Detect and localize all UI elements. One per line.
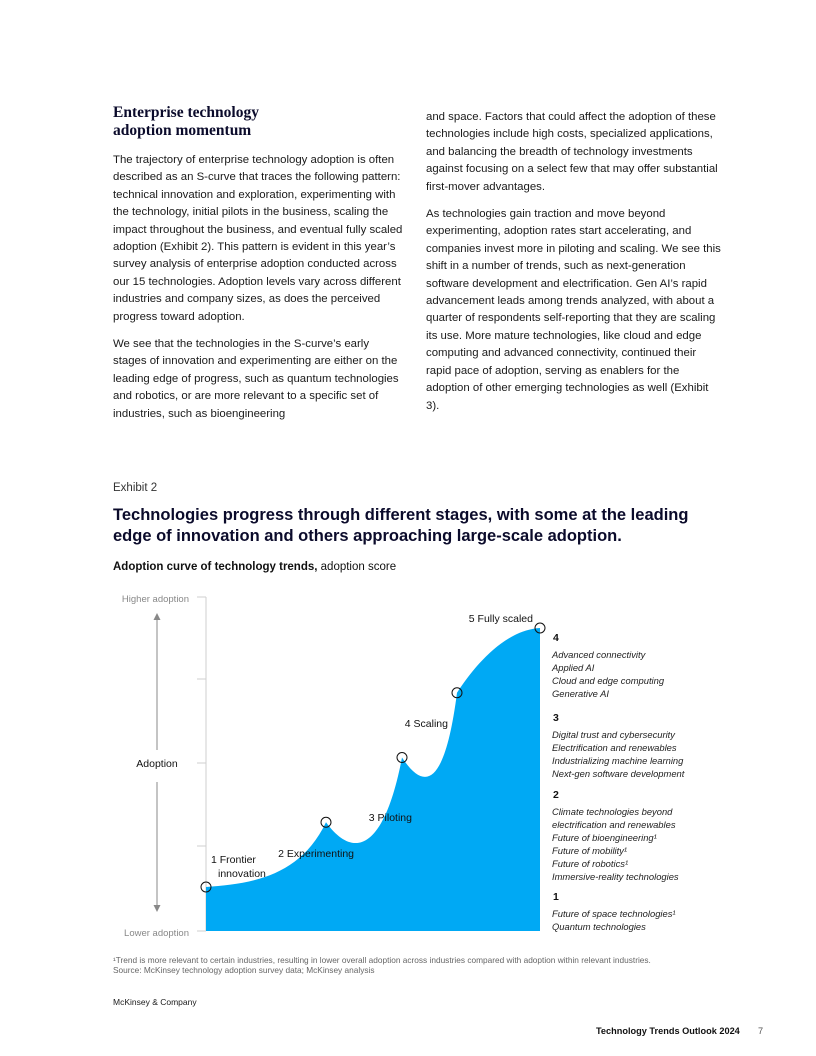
y-axis-title: Adoption — [136, 758, 178, 770]
group-item: Future of bioengineering¹ — [552, 832, 657, 843]
group-item: Electrification and renewables — [552, 742, 677, 753]
exhibit-title: Technologies progress through different stages, with some at the leading edge of innovation and others approaching large-scale adoption. — [113, 506, 689, 545]
chart-axis — [122, 594, 206, 939]
group-item: Advanced connectivity — [552, 649, 646, 660]
section-heading-line1: Enterprise technology — [113, 104, 259, 121]
footnote-text: ¹Trend is more relevant to certain industries, resulting in lower overall adoption across industries compared with adoption within relevant industries. — [113, 955, 651, 965]
section-heading-line2: adoption momentum — [113, 122, 252, 139]
source-text: Source: McKinsey technology adoption survey data; McKinsey analysis — [113, 965, 375, 975]
stage-label: 2 Experimenting — [278, 848, 354, 860]
group-score: 4 — [553, 632, 559, 644]
page-number: 7 — [758, 1026, 764, 1036]
group-score: 1 — [553, 891, 559, 903]
group-item: Next-gen software development — [552, 768, 685, 779]
footnote — [113, 955, 733, 975]
s-curve-area — [206, 628, 540, 931]
chart-subtitle-bold: Adoption curve of technology trends, — [113, 561, 318, 573]
group-item: Quantum technologies — [552, 921, 646, 932]
group-score: 3 — [553, 712, 559, 724]
chart-subtitle-unit: adoption score — [317, 561, 397, 573]
group-item: Applied AI — [552, 662, 595, 673]
stage-label: 4 Scaling — [404, 718, 448, 730]
stage-label: innovation — [218, 868, 266, 880]
paragraph: and space. Factors that could affect the adoption of these technologies include high costs, specialized applications, and balancing the breadth of technology investments against focusing on a select few that may offer substantial first-mover advantages. — [426, 111, 718, 193]
arrow-down-icon — [154, 905, 161, 912]
group-item: Immersive-reality technologies — [552, 871, 679, 882]
group-item: Future of mobility¹ — [552, 845, 628, 856]
group-item: Climate technologies beyond — [552, 806, 673, 817]
report-title: Technology Trends Outlook 2024 — [596, 1026, 740, 1036]
paragraph: As technologies gain traction and move beyond experimenting, adoption rates start accelerating, and companies invest more in piloting and scaling. We see this shift in a number of trends, such as next-generation software development and electrification. Gen AI’s rapid advancement leads among trends analyzed, with about a quarter of respondents self-reporting that they are scaling its use. More mature technologies, like cloud and edge computing and advanced connectivity, continued their rapid pace of adoption, serving as enablers for the adoption of other emerging technologies as well (Exhibit 3). — [426, 208, 721, 412]
brand-name: McKinsey & Company — [113, 997, 197, 1007]
arrow-up-icon — [154, 613, 161, 620]
group-item: electrification and renewables — [552, 819, 676, 830]
group-item: Digital trust and cybersecurity — [552, 729, 675, 740]
paragraph: We see that the technologies in the S-curve’s early stages of innovation and experimenting are either on the leading edge of progress, such as quantum technologies and robotics, or are more relevant to a specific set of industries, such as bioengineering — [113, 338, 399, 420]
group-item: Generative AI — [552, 688, 609, 699]
group-item: Cloud and edge computing — [552, 675, 665, 686]
group-item: Industrializing machine learning — [552, 755, 684, 766]
group-item: Future of space technologies¹ — [552, 908, 676, 919]
chart-groups — [551, 632, 685, 932]
exhibit-label: Exhibit 2 — [113, 482, 158, 494]
stage-label: 1 Frontier — [211, 854, 256, 866]
stage-label: 3 Piloting — [368, 812, 412, 824]
group-item: Future of robotics¹ — [552, 858, 629, 869]
y-top-label: Higher adoption — [121, 594, 189, 605]
stage-label: 5 Fully scaled — [468, 613, 533, 625]
group-score: 2 — [553, 789, 559, 801]
y-bottom-label: Lower adoption — [124, 928, 189, 939]
paragraph: The trajectory of enterprise technology adoption is often described as an S-curve that traces the following pattern: technical innovation and exploration, experimenting with the technology, initial pilots in the business, scaling the impact throughout the business, and eventual fully scaled adoption (Exhibit 2). This pattern is evident in this year’s survey analysis of enterprise adoption conducted across our 15 technologies. Adoption levels vary across different industries and company sizes, as does the perceived progress toward adoption. — [113, 154, 403, 323]
